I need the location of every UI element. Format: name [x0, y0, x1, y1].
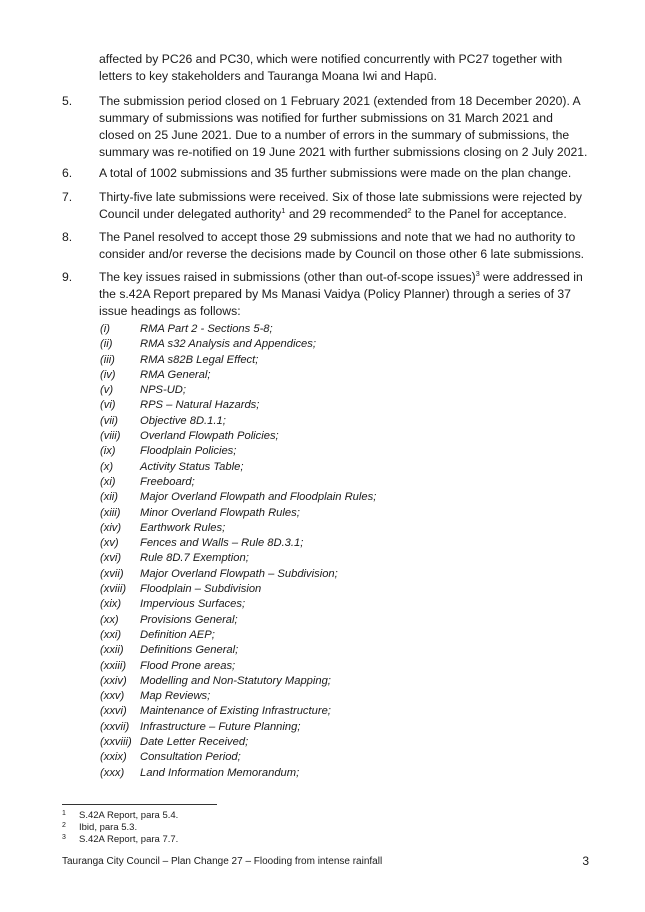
issue-number: (xix) — [100, 598, 122, 611]
paragraph-text-part: The key issues raised in submissions (other than out-of-scope issues) — [99, 270, 476, 284]
issue-text: RMA s32 Analysis and Appendices; — [140, 338, 316, 351]
footnote — [62, 822, 462, 834]
footer-title: Tauranga City Council – Plan Change 27 – Flooding from intense rainfall — [62, 856, 383, 867]
footnote-separator — [62, 804, 217, 805]
issue-item — [100, 750, 580, 765]
issue-item — [100, 659, 580, 674]
issue-item — [100, 643, 580, 658]
issue-number: (xiv) — [100, 521, 122, 534]
paragraph-text-part: Thirty-five late submissions were received. Six of those late submissions were rejected by Council under delegated authority — [99, 190, 582, 221]
issue-text: RPS – Natural Hazards; — [140, 399, 260, 412]
issue-number: (vi) — [100, 399, 116, 412]
issue-number: (xxix) — [100, 751, 127, 764]
issue-number: (vii) — [100, 414, 119, 427]
issue-text: Major Overland Flowpath – Subdivision; — [140, 567, 338, 580]
paragraph-text: The Panel resolved to accept those 29 submissions and note that we had no authority to consider and/or reverse the decisions made by Council on those other 6 late submissions. — [99, 230, 585, 261]
footnote-text: S.42A Report, para 5.4. — [79, 810, 179, 821]
footnote — [62, 810, 462, 822]
paragraph-number: 7. — [62, 190, 73, 204]
issue-text: Consultation Period; — [140, 751, 241, 764]
issue-item — [100, 322, 580, 337]
issue-text: Objective 8D.1.1; — [140, 414, 226, 427]
issue-number: (xxvi) — [100, 705, 127, 718]
issue-number: (iv) — [100, 368, 116, 381]
issue-text: Minor Overland Flowpath Rules; — [140, 506, 300, 519]
issue-text: Definitions General; — [140, 644, 239, 657]
issue-text: Land Information Memorandum; — [140, 766, 300, 779]
issue-number: (i) — [100, 323, 110, 335]
issue-text: Major Overland Flowpath and Floodplain Rules; — [140, 491, 377, 504]
issue-text: Floodplain – Subdivision — [140, 583, 262, 596]
issue-number: (ii) — [100, 338, 113, 351]
issue-number: (xvi) — [100, 552, 122, 565]
paragraph-text: A total of 1002 submissions and 35 further submissions were made on the plan change. — [99, 166, 572, 180]
issue-text: Infrastructure – Future Planning; — [140, 720, 301, 733]
issue-number: (xi) — [100, 475, 116, 488]
issue-item — [100, 475, 580, 490]
issue-number: (iii) — [100, 353, 115, 366]
issue-item — [100, 536, 580, 551]
footnote-number: 2 — [62, 822, 66, 829]
paragraph-text-part: were addressed in the s.42A Report prepared by Ms Manasi Vaidya (Policy Planner) through a series of 37 issue headings as follows: — [99, 270, 583, 318]
paragraph-text-part: and 29 recommended — [285, 207, 408, 221]
issue-number: (xxvii) — [100, 720, 130, 733]
issue-text: Activity Status Table; — [140, 460, 244, 473]
issue-number: (xxx) — [100, 766, 125, 779]
issue-item — [100, 689, 580, 704]
issue-text: Fences and Walls – Rule 8D.3.1; — [140, 537, 304, 550]
footnote-number: 1 — [62, 810, 66, 817]
issue-number: (xxiv) — [100, 674, 127, 687]
paragraph-text — [99, 189, 589, 223]
footnote-text: Ibid, para 5.3. — [79, 822, 138, 833]
issue-item — [100, 704, 580, 719]
issue-text: Provisions General; — [140, 613, 238, 626]
issue-item — [100, 429, 580, 444]
issue-text: Modelling and Non-Statutory Mapping; — [140, 674, 331, 687]
issue-item — [100, 337, 580, 352]
issue-text: RMA s82B Legal Effect; — [140, 353, 259, 366]
issue-item — [100, 414, 580, 429]
footnote-ref: 3 — [475, 268, 480, 278]
issue-list — [100, 322, 580, 781]
issue-item — [100, 506, 580, 521]
footnote-text: S.42A Report, para 7.7. — [79, 834, 179, 845]
issue-number: (xii) — [100, 491, 119, 504]
paragraph-text — [99, 269, 589, 320]
footnote-ref: 1 — [281, 205, 286, 215]
footnotes — [62, 810, 462, 846]
issue-text: Freeboard; — [140, 475, 195, 488]
page-number: 3 — [582, 854, 589, 868]
issue-number: (xx) — [100, 613, 119, 626]
issue-item — [100, 398, 580, 413]
issue-text: Rule 8D.7 Exemption; — [140, 552, 249, 565]
issue-item — [100, 766, 580, 781]
issue-number: (xviii) — [100, 583, 127, 596]
issue-text: Flood Prone areas; — [140, 659, 236, 672]
issue-text: Earthwork Rules; — [140, 521, 226, 534]
issue-text: NPS-UD; — [140, 384, 186, 397]
paragraph-text-part: to the Panel for acceptance. — [411, 207, 567, 221]
footnote-ref: 2 — [407, 205, 412, 215]
issue-number: (ix) — [100, 445, 116, 458]
issue-text: Definition AEP; — [140, 628, 215, 641]
footnote — [62, 834, 462, 846]
paragraph-number: 6. — [62, 166, 73, 180]
issue-number: (xxiii) — [100, 659, 127, 672]
issue-item — [100, 628, 580, 643]
paragraph-number: 5. — [62, 94, 73, 108]
issue-item — [100, 613, 580, 628]
issue-item — [100, 368, 580, 383]
issue-text: Floodplain Policies; — [140, 445, 237, 458]
issue-text: RMA Part 2 - Sections 5-8; — [140, 323, 273, 335]
issue-text: Maintenance of Existing Infrastructure; — [140, 705, 331, 718]
issue-number: (xvii) — [100, 567, 124, 580]
issue-number: (xxi) — [100, 628, 122, 641]
issue-item — [100, 460, 580, 475]
issue-number: (xxv) — [100, 690, 125, 703]
issue-item — [100, 353, 580, 368]
issue-item — [100, 567, 580, 582]
issue-item — [100, 597, 580, 612]
issue-item — [100, 720, 580, 735]
issue-item — [100, 582, 580, 597]
continuation-paragraph: affected by PC26 and PC30, which were notified concurrently with PC27 together with letters to key stakeholders and Tauranga Moana Iwi and Hapū. — [99, 52, 563, 83]
paragraph-number: 8. — [62, 230, 73, 244]
issue-text: Overland Flowpath Policies; — [140, 430, 279, 443]
issue-text: Date Letter Received; — [140, 736, 249, 749]
issue-text: Map Reviews; — [140, 690, 211, 703]
issue-number: (xiii) — [100, 506, 121, 519]
issue-number: (xxviii) — [100, 736, 132, 749]
issue-number: (viii) — [100, 430, 121, 443]
issue-item — [100, 735, 580, 750]
issue-number: (xxii) — [100, 644, 124, 657]
issue-item — [100, 383, 580, 398]
issue-text: Impervious Surfaces; — [140, 598, 246, 611]
issue-text: RMA General; — [140, 368, 211, 381]
paragraph-text: The submission period closed on 1 February 2021 (extended from 18 December 2020). A summary of submissions was notified for further submissions on 31 March 2021 and closed on 25 June 2021. Due to a number of errors in the summary of submissions, the summary was re-notified on 19 June 2021 with further submissions closing on 2 July 2021. — [99, 94, 588, 159]
issue-item — [100, 490, 580, 505]
paragraph-number: 9. — [62, 270, 73, 284]
footnote-number: 3 — [62, 834, 66, 841]
issue-item — [100, 551, 580, 566]
issue-item — [100, 674, 580, 689]
issue-number: (xv) — [100, 537, 119, 550]
issue-item — [100, 444, 580, 459]
issue-number: (v) — [100, 384, 114, 397]
issue-item — [100, 521, 580, 536]
issue-number: (x) — [100, 460, 114, 473]
